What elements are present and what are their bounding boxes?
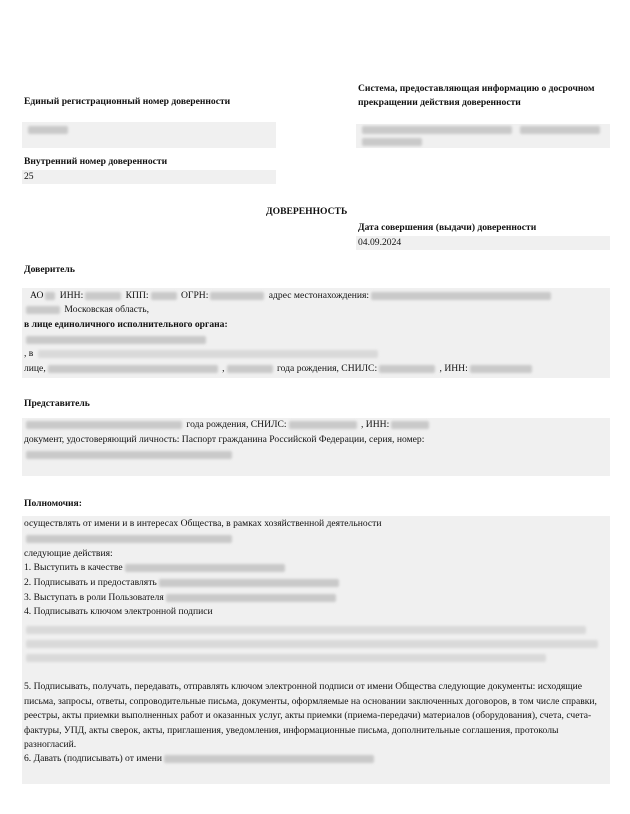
issue-date-field [356,236,610,250]
powers-item-2: 2. Подписывать и предоставлять [24,577,341,589]
executive-body-blur [24,334,208,346]
internal-number-label: Внутренний номер доверенности [24,156,168,167]
system-label: Система, предоставляющая информацию о досрочном прекращении действия доверенности [358,83,595,108]
principal-line-v: , в [24,348,380,360]
powers-item-6: 6. Давать (подписывать) от имени [24,753,376,765]
powers-item-4-redacted [24,622,604,672]
redacted-system-2 [520,126,600,134]
powers-item-5: 5. Подписывать, получать, передавать, отправлять ключом электронной подписи от имени Общества следующие документы: исходящие письма, запросы, ответы, сопроводительные письма, документы, оформляемые на основании заключенных договоров, в том числе справки, реестры, акты приемки выполненных работ и оказанных услуг, акты приемки (приема-передачи) материалов (оборудования), счета, счета-фактуры, УПД, акты сверок, акты, приглашения, уведомления, информационные письма, дополнительные соглашения, протоколы разногласий. [24,681,597,751]
redacted-ern [28,126,68,134]
powers-intro: осуществлять от имени и в интересах Общества, в рамках хозяйственной деятельности [24,518,382,529]
representative-heading: Представитель [24,398,90,409]
representative-line-1: года рождения, СНИЛС: , ИНН: [24,419,431,431]
representative-passport-blur [24,449,234,461]
principal-heading: Доверитель [24,264,75,275]
ern-label: Единый регистрационный номер доверенности [24,96,231,107]
redacted-system-1 [362,126,512,134]
powers-intro-blur [24,533,234,545]
principal-line-1: АО ИНН: КПП: ОГРН: адрес местонахождения: [24,290,553,302]
issue-date-value: 04.09.2024 [358,237,402,248]
document-title: ДОВЕРЕННОСТЬ [266,206,348,217]
internal-number-field [22,170,276,184]
ern-value-field [22,122,276,148]
executive-body-heading: в лице единоличного исполнительного органа: [24,319,228,330]
representative-doc-line: документ, удостоверяющий личность: Паспорт гражданина Российской Федерации, серия, номер: [24,434,425,445]
redacted-system-3 [362,138,422,146]
powers-actions: следующие действия: [24,548,113,559]
powers-item-4: 4. Подписывать ключом электронной подписи [24,606,213,617]
powers-item-3: 3. Выступать в роли Пользователя [24,592,338,604]
principal-line-2: Московская область, [24,304,149,316]
powers-heading: Полномочия: [24,498,82,509]
internal-number-value: 25 [24,171,34,182]
issue-date-label: Дата совершения (выдачи) доверенности [358,222,537,233]
principal-person-line: лице, , года рождения, СНИЛС: , ИНН: [24,363,534,375]
system-value-field [356,124,610,148]
powers-item-1: 1. Выступить в качестве [24,562,287,574]
